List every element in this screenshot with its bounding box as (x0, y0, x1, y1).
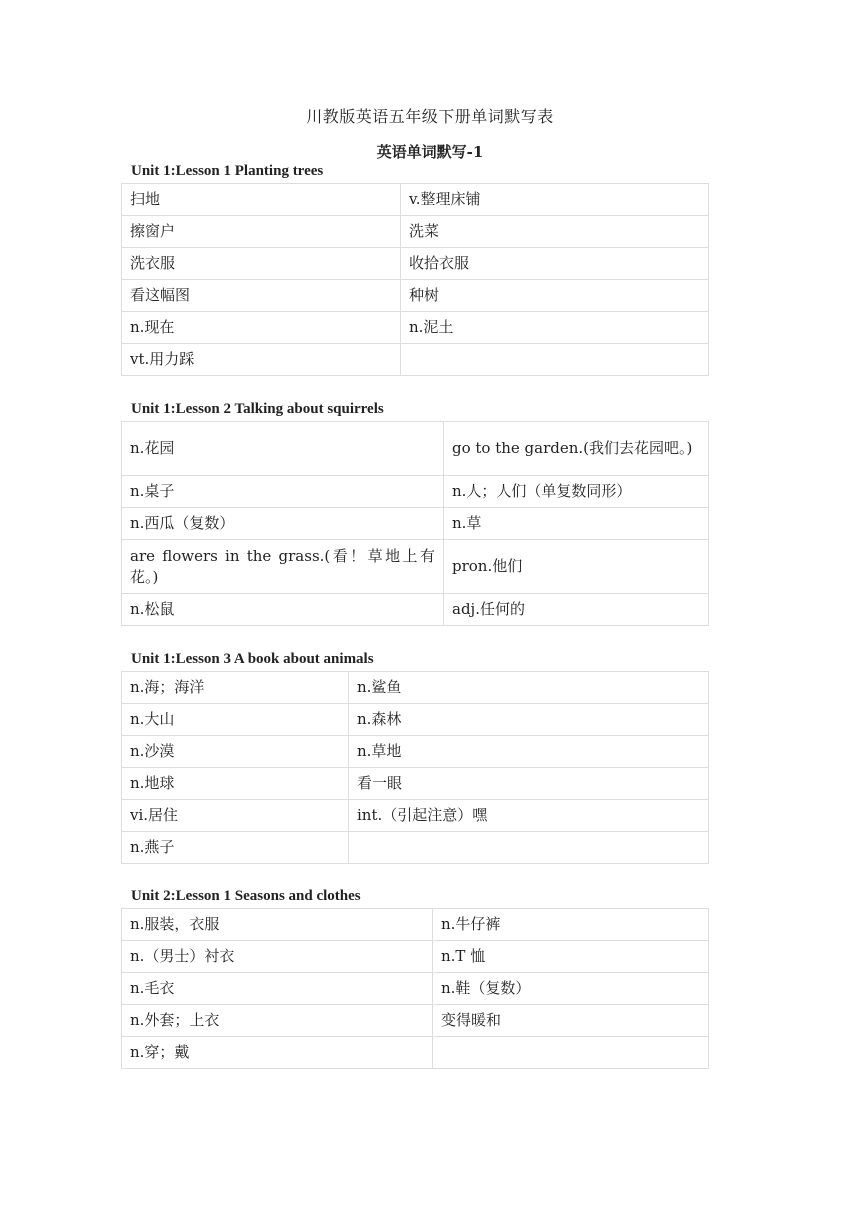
table-cell: n.森林 (349, 704, 709, 736)
table-row (122, 909, 709, 941)
table-cell: n.人；人们（单复数同形） (444, 476, 709, 508)
table-cell: n.牛仔裤 (433, 909, 709, 941)
table-cell: int.（引起注意）嘿 (349, 800, 709, 832)
table-cell: n.穿；戴 (122, 1037, 433, 1069)
table-cell: n.花园 (122, 422, 444, 476)
table-cell (401, 344, 709, 376)
vocab-table-unit1-lesson2 (121, 421, 709, 626)
table-row (122, 672, 709, 704)
table-cell: n.服装，衣服 (122, 909, 433, 941)
vocab-table-unit1-lesson3 (121, 671, 709, 864)
section-heading-unit1-lesson1: Unit 1:Lesson 1 Planting trees (131, 163, 324, 179)
table-cell: n.（男士）衬衣 (122, 941, 433, 973)
table-cell (433, 1037, 709, 1069)
table-cell: 变得暖和 (433, 1005, 709, 1037)
table-row (122, 941, 709, 973)
table-row (122, 973, 709, 1005)
table-cell: n.鞋（复数） (433, 973, 709, 1005)
table-row (122, 508, 709, 540)
table-row (122, 540, 709, 594)
table-row (122, 704, 709, 736)
table-row (122, 344, 709, 376)
table-row (122, 1005, 709, 1037)
table-cell: are flowers in the grass.(看！草地上有花。) (122, 540, 444, 594)
table-row (122, 422, 709, 476)
table-cell: n.大山 (122, 704, 349, 736)
table-cell: 收拾衣服 (401, 248, 709, 280)
table-row (122, 312, 709, 344)
table-cell: n.泥土 (401, 312, 709, 344)
table-cell: pron.他们 (444, 540, 709, 594)
page-subtitle: 英语单词默写-1 (376, 143, 484, 161)
table-cell (349, 832, 709, 864)
table-row (122, 832, 709, 864)
vocab-table-unit2-lesson1 (121, 908, 709, 1069)
table-cell: n.毛衣 (122, 973, 433, 1005)
table-cell: n.燕子 (122, 832, 349, 864)
table-cell: n.沙漠 (122, 736, 349, 768)
table-cell: adj.任何的 (444, 594, 709, 626)
table-cell: n.外套；上衣 (122, 1005, 433, 1037)
table-cell: 看一眼 (349, 768, 709, 800)
table-row (122, 768, 709, 800)
table-cell: n.草 (444, 508, 709, 540)
section-heading-unit1-lesson2: Unit 1:Lesson 2 Talking about squirrels (131, 401, 384, 417)
table-cell: n.桌子 (122, 476, 444, 508)
table-row (122, 280, 709, 312)
table-cell: n.海；海洋 (122, 672, 349, 704)
table-cell: n.草地 (349, 736, 709, 768)
table-row (122, 248, 709, 280)
table-cell: go to the garden.(我们去花园吧。) (444, 422, 709, 476)
table-cell: 洗衣服 (122, 248, 401, 280)
table-row (122, 216, 709, 248)
table-cell: vt.用力踩 (122, 344, 401, 376)
table-cell: vi.居住 (122, 800, 349, 832)
table-row (122, 184, 709, 216)
table-cell: n.T 恤 (433, 941, 709, 973)
table-cell: n.现在 (122, 312, 401, 344)
table-cell: 洗菜 (401, 216, 709, 248)
table-row (122, 1037, 709, 1069)
table-cell: n.松鼠 (122, 594, 444, 626)
table-cell: 种树 (401, 280, 709, 312)
page-title: 川教版英语五年级下册单词默写表 (306, 107, 554, 126)
section-heading-unit2-lesson1: Unit 2:Lesson 1 Seasons and clothes (131, 888, 361, 904)
table-cell: 扫地 (122, 184, 401, 216)
table-cell: n.地球 (122, 768, 349, 800)
table-row (122, 736, 709, 768)
table-cell: n.西瓜（复数） (122, 508, 444, 540)
vocab-table-unit1-lesson1 (121, 183, 709, 376)
table-row (122, 476, 709, 508)
table-cell: v.整理床铺 (401, 184, 709, 216)
section-heading-unit1-lesson3: Unit 1:Lesson 3 A book about animals (131, 651, 374, 667)
table-cell: 擦窗户 (122, 216, 401, 248)
table-row (122, 800, 709, 832)
table-row (122, 594, 709, 626)
table-cell: n.鲨鱼 (349, 672, 709, 704)
table-cell: 看这幅图 (122, 280, 401, 312)
